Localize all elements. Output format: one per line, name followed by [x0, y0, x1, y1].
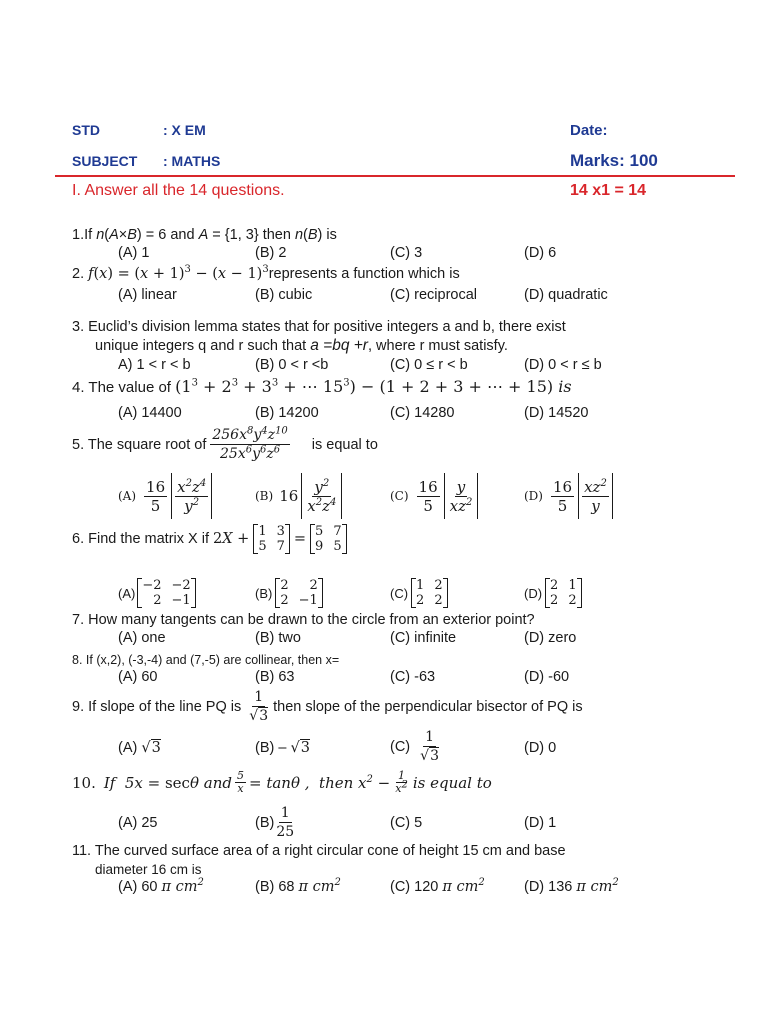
q8-option-a: (A) 60	[118, 669, 158, 685]
q3-option-d: (D) 0 < r ≤ b	[524, 357, 602, 373]
q8-option-d: (D) -60	[524, 669, 570, 685]
q5-option-b: (B) 16 $\frac{y^2}{x^2z^4}$	[255, 473, 342, 519]
q11-option-c: (C) 120 π $cm^2$	[390, 877, 485, 895]
q9-option-a-label: (A)	[118, 740, 138, 756]
q7-option-d: (D) zero	[524, 630, 577, 646]
q9-option-a: (A) √3	[118, 740, 161, 756]
q11-option-b-label: (B) 68	[255, 879, 295, 895]
question-2: 2. $f(x) = (x + 1)^3 - (x$ − $1)^3represents$ a function which is	[72, 264, 460, 282]
q9-text-2: then slope of the perpendicular bisector of PQ is	[273, 698, 583, 715]
q5-option-a: (A) $\frac{16}{5}$ $\frac{x^2z^4}{y^2}$	[118, 473, 212, 519]
q2-option-a: (A) linear	[118, 287, 177, 303]
q4-option-c: (C) 14280	[390, 405, 455, 421]
header-divider	[55, 175, 735, 177]
q9-option-c-label: (C)	[390, 738, 411, 755]
q9-option-c: (C) $\frac{1}{√3}$	[390, 729, 439, 764]
q5-text-2: is equal to	[311, 436, 378, 453]
q4-option-a: (A) 14400	[118, 405, 182, 421]
question-7: 7. How many tangents can be drawn to the circle from an exterior point?	[72, 612, 535, 628]
q9-option-b-label: (B) –	[255, 740, 287, 756]
q11-option-d: (D) 136 π $cm^2$	[524, 877, 619, 895]
q3-line2c: , where r must satisfy.	[367, 338, 508, 354]
q10-option-b-label: (B)	[255, 814, 275, 831]
q7-option-a: (A) one	[118, 630, 166, 646]
q2-text: represents a function which is	[268, 266, 460, 282]
q8-option-c: (C) -63	[390, 669, 436, 685]
section-score: 14 x1 = 14	[570, 182, 647, 199]
q6-text: 6. Find the matrix X if	[72, 531, 209, 547]
q9-option-b: (B) – √3	[255, 740, 310, 756]
std-value: : X EM	[163, 122, 206, 138]
q9-text-1: 9. If slope of the line PQ is	[72, 698, 242, 715]
q11-option-a-label: (A) 60	[118, 879, 158, 895]
question-3-line-1: 3. Euclid’s division lemma states that for positive integers a and b, there exist	[72, 319, 566, 335]
q9-option-d: (D) 0	[524, 740, 557, 756]
q2-option-d: (D) quadratic	[524, 287, 608, 303]
q10-option-a: (A) 25	[118, 815, 158, 831]
q2-option-c: (C) reciprocal	[390, 287, 478, 303]
q10-option-b: (B) $\frac{1}{25}$	[255, 805, 295, 840]
q10-number: 10.	[72, 773, 96, 792]
q1-option-a: (A) 1	[118, 245, 150, 261]
q1-option-d: (D) 6	[524, 245, 557, 261]
subject-label: SUBJECT	[72, 153, 138, 169]
question-6: 6. Find the matrix X if 2X + 1 3 5 7 = 5 7 9 5	[72, 524, 347, 554]
question-4: 4. The value of ($1^3 + 2^3 + 3^3$ + ⋯ $15^3) - (1 + 2 + 3$ + ⋯ + 15) is	[72, 377, 572, 396]
q11-option-d-label: (D) 136	[524, 879, 573, 895]
q8-option-b: (B) 63	[255, 669, 295, 685]
q5-text: 5. The square root of	[72, 436, 207, 453]
q11-option-c-label: (C) 120	[390, 879, 439, 895]
question-11-line-2: diameter 16 cm is	[95, 862, 202, 877]
q11-option-a: (A) 60 π $cm^2$	[118, 877, 204, 895]
q3-option-b: (B) 0 < r <b	[255, 357, 329, 373]
q1-option-c: (C) 3	[390, 245, 423, 261]
q6-option-d: (D) 2 1 2 2	[524, 578, 582, 608]
question-3-line-2	[95, 337, 508, 355]
q6-option-b: (B) 2 2 2 −1	[255, 578, 323, 608]
q5-option-c: (C) $\frac{16}{5}$ $\frac{y}{xz^2}$	[390, 473, 478, 519]
q5-option-d: (D) $\frac{16}{5}$ $\frac{xz^2}{y}$	[524, 473, 613, 519]
q4-option-b: (B) 14200	[255, 405, 319, 421]
q11-option-b: (B) 68 π $cm^2$	[255, 877, 341, 895]
q10-option-d: (D) 1	[524, 815, 557, 831]
q3-option-a: A) 1 < r < b	[118, 357, 191, 373]
q3-line2a: unique integers q and r such that	[95, 338, 307, 354]
q4-option-d: (D) 14520	[524, 405, 589, 421]
question-8: 8. If (x,2), (-3,-4) and (7,-5) are collinear, then x=	[72, 653, 340, 667]
subject-value: : MATHS	[163, 153, 221, 169]
q10-option-c: (C) 5	[390, 815, 423, 831]
marks-total: Marks: 100	[570, 151, 658, 170]
q2-option-b: (B) cubic	[255, 287, 313, 303]
date-label: Date:	[570, 122, 608, 139]
q3-equation: a =bq +r	[310, 337, 368, 354]
question-9: 9. If slope of the line PQ is $\frac{1}{√3}$ then slope of the perpendicular bisector of PQ is	[72, 689, 583, 724]
question-11-line-1: 11. The curved surface area of a right circular cone of height 15 cm and base	[72, 843, 566, 859]
std-label: STD	[72, 122, 100, 138]
question-1: 1.If n(A×B) = 6 and A = {1, 3} then n(B) is	[72, 227, 337, 243]
q6-option-c: (C) 1 2 2 2	[390, 578, 448, 608]
q1-option-b: (B) 2	[255, 245, 287, 261]
question-5	[72, 426, 378, 463]
q3-option-c: (C) 0 ≤ r < b	[390, 357, 468, 373]
q4-text: 4. The value of	[72, 379, 171, 396]
q5-expression: $\frac{256x^8y^4z^{10}}{25x^6y^6z^6}$	[212, 425, 288, 462]
section-title: I. Answer all the 14 questions.	[72, 182, 285, 199]
q7-option-b: (B) two	[255, 630, 301, 646]
q6-option-a: (A) −2 −2 2 −1	[118, 578, 196, 608]
q7-option-c: (C) infinite	[390, 630, 457, 646]
question-10: 10. If 5x = sec θ and $\frac{5}{x}$ = tanθ , then $x^2$ − $\frac{1}{x^2}$ is equal to	[72, 769, 492, 795]
